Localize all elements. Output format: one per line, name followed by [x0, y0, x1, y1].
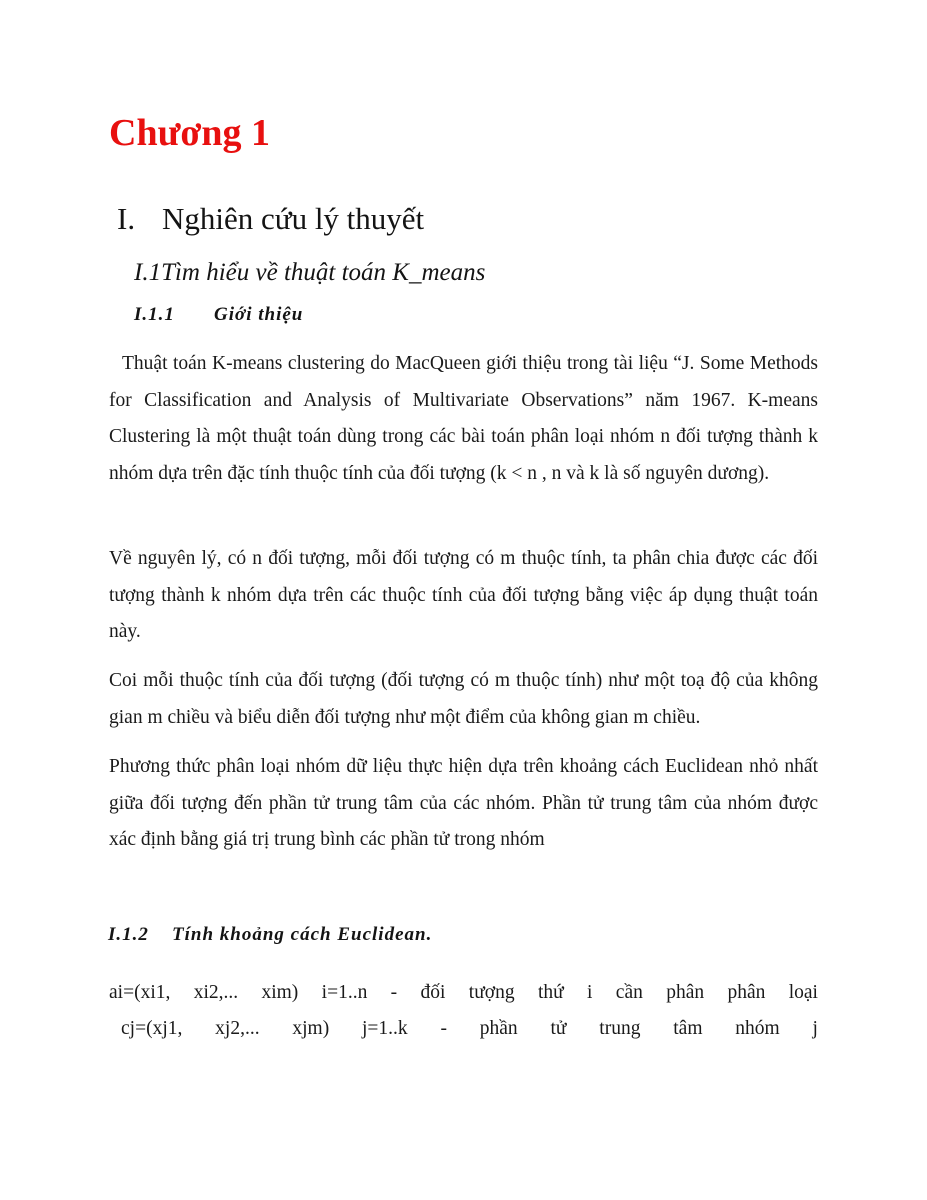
formula-token: xi2,...: [193, 982, 239, 1003]
formula-token: tử: [550, 1018, 567, 1039]
subsubsection-heading-intro: [134, 302, 303, 328]
formula-token: tâm: [673, 1018, 703, 1039]
section-heading: [117, 198, 424, 240]
section-title: Nghiên cứu lý thuyết: [162, 201, 425, 236]
subsubsection-number: I.1.2: [108, 924, 149, 945]
formula-token: phần: [479, 1018, 518, 1039]
formula-token: -: [390, 982, 398, 1003]
formula-line-object: [109, 975, 818, 1011]
formula-token: tượng: [468, 982, 515, 1003]
formula-token: thứ: [537, 982, 564, 1003]
formula-token: trung: [599, 1018, 641, 1039]
subsubsection-title: Giới thiệu: [214, 304, 304, 325]
section-number: I.: [117, 201, 136, 236]
formula-token: ai=(xi1,: [109, 982, 171, 1003]
formula-token: i: [587, 982, 593, 1003]
formula-token: xjm): [292, 1018, 330, 1039]
formula-token: đối: [420, 982, 446, 1003]
formula-token: cần: [615, 982, 643, 1003]
paragraph-intro: Thuật toán K-means clustering do MacQueen giới thiệu trong tài liệu “J. Some Methods for Classification and Analysis of Multivariate Observations” năm 1967. K-means Clustering là một thuật toán dùng trong các bài toán phân loại nhóm n đối tượng thành k nhóm dựa trên đặc tính thuộc tính của đối tượng (k < n , n và k là số nguyên dương).: [109, 353, 818, 484]
formula-token: xj2,...: [215, 1018, 260, 1039]
formula-token: phân: [727, 982, 766, 1003]
formula-line-center: [121, 1011, 818, 1047]
formula-token: cj=(xj1,: [121, 1018, 183, 1039]
subsubsection-heading-euclidean: [108, 922, 432, 948]
paragraph-method: Phương thức phân loại nhóm dữ liệu thực hiện dựa trên khoảng cách Euclidean nhỏ nhất giữa đối tượng đến phần tử trung tâm của các nhóm. Phần tử trung tâm của nhóm được xác định bằng giá trị trung bình các phần tử trong nhóm: [109, 756, 818, 850]
formula-token: xim): [261, 982, 299, 1003]
formula-token: nhóm: [735, 1018, 780, 1039]
formula-token: -: [440, 1018, 447, 1039]
subsubsection-title: Tính khoảng cách Euclidean.: [172, 924, 433, 945]
chapter-title: Chương 1: [109, 112, 271, 154]
subsection-heading: I.1Tìm hiểu về thuật toán K_means: [134, 259, 486, 286]
subsubsection-number: I.1.1: [134, 304, 175, 325]
formula-token: j=1..k: [362, 1018, 408, 1039]
formula-token: i=1..n: [321, 982, 368, 1003]
formula-token: loại: [788, 982, 818, 1003]
formula-token: j: [812, 1018, 818, 1039]
paragraph-coordinates: Coi mỗi thuộc tính của đối tượng (đối tượng có m thuộc tính) như một toạ độ của không gian m chiều và biểu diễn đối tượng như một điểm của không gian m chiều.: [109, 670, 818, 728]
paragraph-principle: Về nguyên lý, có n đối tượng, mỗi đối tượng có m thuộc tính, ta phân chia được các đối tượng thành k nhóm dựa trên các thuộc tính của đối tượng bằng việc áp dụng thuật toán này.: [109, 548, 818, 642]
formula-token: phân: [666, 982, 705, 1003]
